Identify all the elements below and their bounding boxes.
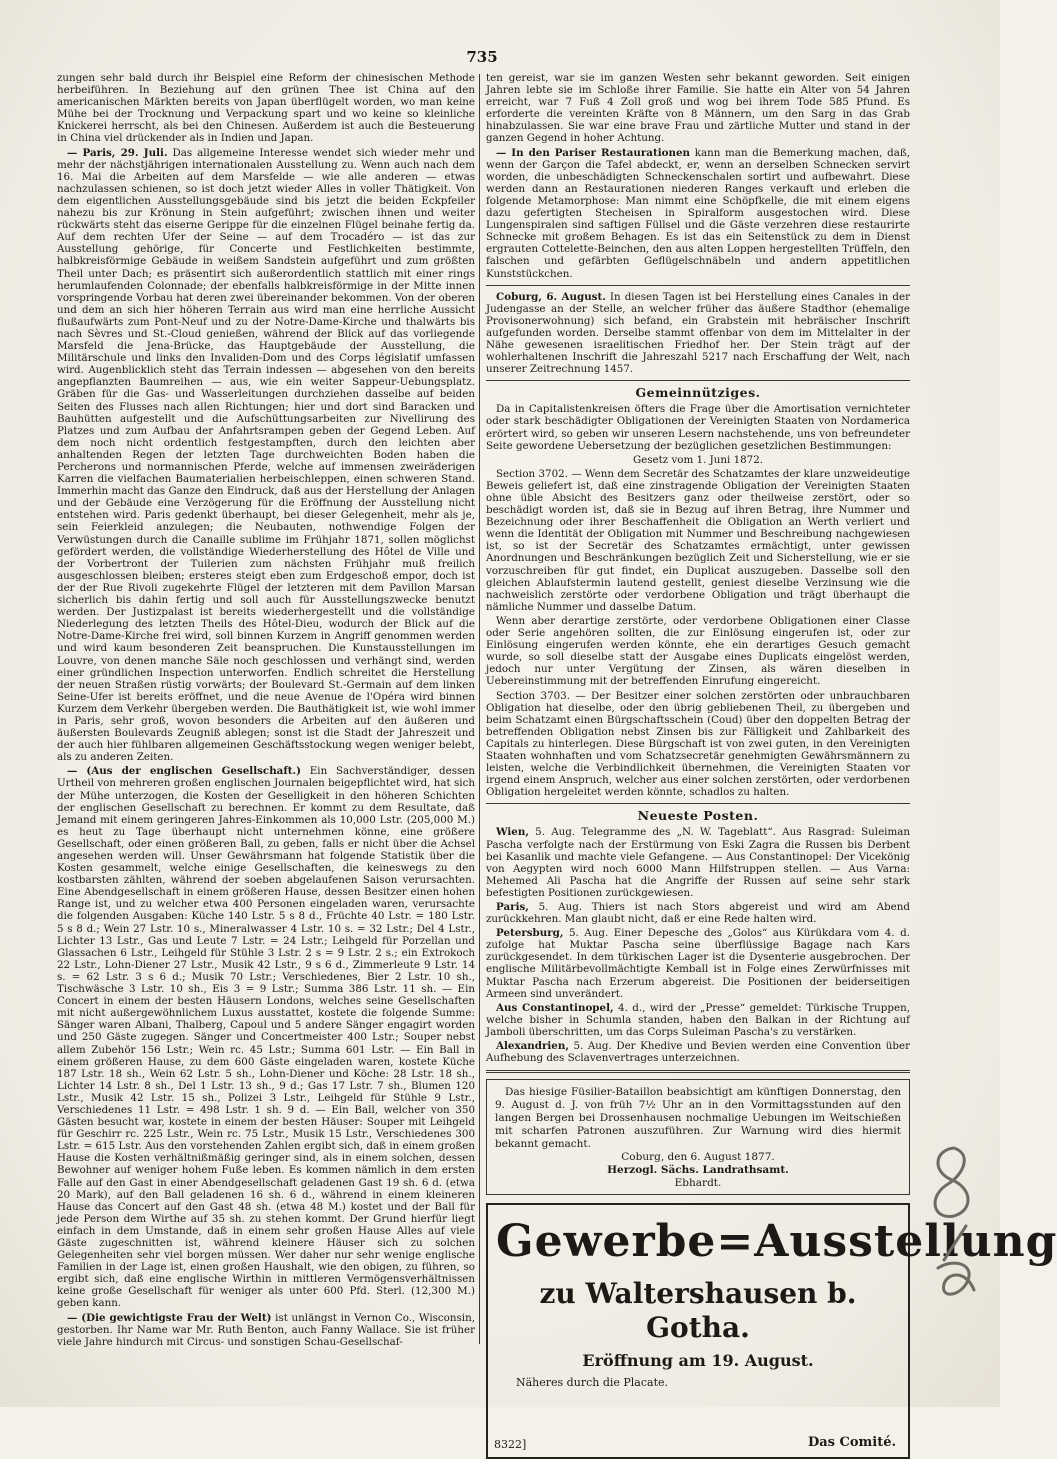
section-rule (486, 803, 910, 804)
exhibition-title: Gewerbe=Ausstellung (496, 1216, 1057, 1268)
article-lead: Coburg, 6. August. (496, 290, 606, 303)
law-section-3702: Section 3702. — Wenn dem Secretär des Schatzamtes der klare unzweideutige Beweis geliefert ist, daß eine zinstragende Obligation der Vereinigten Staaten ohne üble Absicht des Besitzers ganz oder theilweise zerstört, oder so beschädigt worden ist, daß sie in Bezug auf ihren Betrag, ihre Nummer und Bezeichnung oder ihrer Beschaffenheit die Obligation an Werth verliert und wenn die Identität der Obligation mit Nummer und Beschreibung nachgewiesen ist, so ist der Secretär des Schatzamtes ermächtigt, unter gewissen Anordnungen und Beschränkungen bezüglich Zeit und Sicherstellung, wie er sie vorzuschreiben für gut findet, ein Duplicat auszugeben. Dasselbe soll den gleichen Ablaufstermin lautend gestellt, geniest dieselbe Verzinsung wie die nachweislich zerstörte oder verdorbene Obligation und trägt überhaupt die nämliche Nummer und dasselbe Datum. (486, 467, 910, 613)
section-rule (486, 1070, 910, 1073)
article-lead: — (Die gewichtigste Frau der Welt) (67, 1311, 272, 1324)
section-heading-gemeinnuetziges: Gemeinnütziges. (635, 385, 761, 401)
advert-reference-number: 8322] (494, 1438, 527, 1452)
news-item-petersburg: Petersburg, 5. Aug. Einer Depesche des „Golos“ aus Kürükdara vom 4. d. zufolge hat Muktar Pascha seine überflüssige Bagage nach Kars zurückgesendet. In dem türkischen Lager ist die Dysenterie ausgebrochen. Der englische Militärbevollmächtigte Kemball ist in Folge eines Zerwürfnisses mit Muktar Pascha nach Erzerum abgereist. Die Positionen der beiderseitigen Armeen sind unverändert. (486, 927, 911, 1000)
military-notice (486, 1079, 910, 1195)
section-rule (486, 380, 910, 381)
right-column (486, 72, 1057, 1452)
news-item-constantinopel: Aus Constantinopel, 4. d., wird der „Presse“ gemeldet: Türkische Truppen, welche bisher in Schumla standen, haben den Balkan in der Richtung auf Jamboli überschritten, um das Corps Suleiman Pascha's zu verstärken. (486, 1001, 910, 1038)
article-heaviest-woman-continuation: ten gereist, war sie im ganzen Westen sehr bekannt geworden. Seit einigen Jahren lebte sie im Schloße ihrer Familie. Sie hatte ein Alter von 54 Jahren erreicht, war 7 Fuß 4 Zoll groß und wog bei ihrem Tode 585 Pfund. Es erforderte die vereinten Kräfte von 8 Männern, um den Sarg in das Grab hinabzulassen. Sie war eine brave Frau und zärtliche Mutter und stand in der ganzen Gegend in hoher Achtung. (486, 72, 910, 145)
notice-signature: Ebhardt. (674, 1177, 722, 1190)
exhibition-location: zu Waltershausen b. Gotha. (539, 1277, 857, 1345)
exhibition-note: Näheres durch die Placate. (516, 1376, 669, 1390)
article-paris-restaurants: — In den Pariser Restaurationen kann man die Bemerkung machen, daß, wenn der Garçon die Tafel abdeckt, er, wenn an derselben Schnecken servirt worden, die unbeschädigten Schneckenschalen sortirt und aufbewahrt. Diese werden dann an Restaurationen niederen Ranges verkauft und erleben die folgende Metamorphose: Man nimmt eine Schöpfkelle, die mit einem eigens dazu gefertigten Stecheisen in Spiralform ausgestochen wird. Diese Lungenspiralen sind saftigen Füllsel und die Gäste verzehren diese restaurirte Schnecke mit großem Behagen. Es ist das ein Seitenstück zu dem in Dienst ergrauten Cottelette-Beinchen, den aus alten Loppen hergestellten Trüffeln, den falschen und gefärbten Geflügelschnäbeln und andern appetitlichen Kunststückchen. (486, 146, 910, 280)
section-rule (486, 285, 910, 286)
article-tea-continuation: zungen sehr bald durch ihr Beispiel eine Reform der chinesischen Methode herbeiführen. In Beziehung auf den grünen Thee ist China auf den americanischen Märkten bereits von Japan überflügelt worden, wo man keine Mühe bei der Trocknung und Verpackung spart und wo keine so kleinliche Knickerei herrscht, als bei den Chinesen. Außerdem ist auch die Besteuerung in China viel drückender als in Indien und Japan. (57, 72, 475, 145)
law-title: Gesetz vom 1. Juni 1872. (632, 453, 764, 466)
article-lead: — Paris, 29. Juli. (67, 146, 168, 159)
notice-authority: Herzogl. Sächs. Landrathsamt. (607, 1164, 789, 1177)
left-column (57, 72, 475, 1348)
news-item-paris: Paris, 5. Aug. Thiers ist nach Stors abgereist und wird am Abend zurückkehren. Man glaubt nicht, daß er eine Rede halten wird. (486, 901, 910, 926)
exhibition-committee: Das Comité. (807, 1435, 896, 1451)
article-coburg-gravestone: Coburg, 6. August. In diesen Tagen ist bei Herstellung eines Canales in der Judengasse an der Stelle, an welcher früher das äußere Stadthor (ehemalige Provisonerwohnung) sich befand, ein Grabstein mit hebräischer Inschrift aufgefunden worden. Derselbe stammt offenbar von dem im Mittelalter in der Nähe gewesenen israelitischen Friedhof her. Der Stein trägt auf der wohlerhaltenen Inschrift die Jahreszahl 5217 nach Erschaffung der Welt, nach unserer Zeitrechnung 1457. (486, 290, 910, 376)
article-lead: — In den Pariser Restaurationen (496, 146, 691, 159)
law-section-3703: Section 3703. — Der Besitzer einer solchen zerstörten oder unbrauchbaren Obligation hat dieselbe, oder den übrig gebliebenen Theil, zu übergeben und beim Schatzamt einen Bürgschaftsschein (Coud) über den doppelten Betrag der betreffenden Obligation nebst Zinsen bis zur Fälligkeit und Zahlbarkeit des Capitals zu hinterlegen. Diese Bürgschaft ist von zwei guten, in den Vereinigten Staaten wohnhaften und vom Schatzsecretär genehmigten Gewährsmännern zu leisten, welche die Verbindlichkeit übernehmen, die Vereinigten Staaten vor irgend einem Anspruch, welcher aus einer solchen zerstörten, oder verdorbenen Obligation hergeleitet werden könnte, schadlos zu halten. (486, 689, 910, 799)
section-heading-neueste-posten: Neueste Posten. (637, 808, 759, 824)
news-item-alexandrien: Alexandrien, 5. Aug. Der Khedive und Bevien werden eine Convention über Aufhebung des Sclavenvertrages unterzeichnen. (486, 1040, 910, 1065)
article-paris-exhibition: — Paris, 29. Juli. Das allgemeine Interesse wendet sich wieder mehr und mehr der nächstjährigen internationalen Ausstellung zu. Wenn auch nach dem 16. Mai die Arbeiten auf dem Marsfelde — wie alle anderen — etwas nachzulassen schienen, so ist doch jetzt wieder Alles in voller Thätigkeit. Von dem eigentlichen Ausstellungsgebäude sind bis jetzt die beiden Eckpfeiler nahezu bis zur Krönung in Stein aufgeführt; zwischen ihnen und weiter rückwärts steht das eiserne Gerippe für die einzelnen Flügel beinahe fertig da. Auf dem rechten Ufer der Seine — auf dem Trocadéro — ist das zur Ausstellung gehörige, für Concerte und Festlichkeiten bestimmte, halbkreisförmige Gebäude in weißem Sandstein aufgeführt und zum größten Theil unter Dach; es präsentirt sich außerordentlich stattlich mit einer rings herumlaufenden Colonnade; der ebenfalls halbkreisförmige in der Mitte innen vorspringende Vorbau hat deren zwei übereinander bekommen. Von der oberen und dem an sich hier höheren Terrain aus wird man eine herrliche Aussicht flußaufwärts zum Pont-Neuf und zu der Notre-Dame-Kirche und thalwärts bis nach Sèvres und St.-Cloud genießen, während der Blick auf das vorliegende Marsfeld die Jena-Brücke, das Hauptgebäude der Ausstellung, die Militärschule und links den Invaliden-Dom und des Corps législatif umfassen wird. Augenblicklich steht das Terrain indessen — abgesehen von den bereits angepflanzten Baumreihen — aus, wie ein weiter Sappeur-Uebungsplatz. Gräben für die Gas- und Wasserleitungen durchziehen dasselbe auf beiden Seiten des Flusses nach allen Richtungen; hier und dort sind Baracken und Bauhütten aufgestellt und die Aufschüttungsarbeiten zur Nivellirung des Platzes und zum Aufbau der Anfahrtsrampen geben der Gegend Leben. Auf dem noch nicht ordentlich festgestampften, durch den leichten aber anhaltenden Regen der letzten Tage durchweichten Boden haben die Percherons und normannischen Pferde, welche auf immensen zweiräderigen Karren die vielfachen Baumaterialien herbeischleppen, einen schweren Stand. Immerhin macht das Ganze den Eindruck, daß aus der Herstellung der Anlagen und der Gebäude eine Verzögerung für die Eröffnung der Ausstellung nicht entstehen wird. Paris gedenkt überhaupt, bei dieser Gelegenheit, mehr als je, sein Feierkleid anzulegen; die Neubauten, nothwendige Folgen der Verwüstungen durch die Canaille sublime im Frühjahr 1871, sollen möglichst gefördert werden, die vollständige Wiederherstellung des Hôtel de Ville und der Vorbertront der Tuilerien zum nächsten Frühjahr muß freilich ausgeschlossen bleiben; ersteres steigt eben zum Erdgeschoß empor, doch ist der der Rue Rivoli zugekehrte Flügel der letzteren mit dem Pavillon Marsan sicherlich bis dahin fertig und soll auch für Ausstellungszwecke benutzt werden. Der Justizpalast ist bereits wiederhergestellt und die vollständige Niederlegung des letzten Theils des Hôtel-Dieu, wodurch der Blick auf die Notre-Dame-Kirche frei wird, soll binnen Kurzem in Angriff genommen werden und wird kaum besonderen Zeit beanspruchen. Die Kunstausstellungen im Louvre, von denen manche Säle noch geschlossen und verhängt sind, werden einer gründlichen Inspection unterworfen. Endlich schreitet die Herstellung der neuen Straßen rüstig vorwärts; der Boulevard St.-Germain auf dem linken Seine-Ufer ist bereits eröffnet, und die neue Avenue de l'Opéra wird binnen Kurzem dem Verkehr übergeben werden. Die Bauthätigkeit ist, wie wohl immer in Paris, sehr groß, wovon besonders die Arbeiten auf den äußeren und äußersten Boulevards Zeugniß ablegen; sonst ist die Stadt der Jahreszeit und der auch hier fühlbaren allgemeinen Geschäftsstockung wegen weniger belebt, als zu anderen Zeiten. (57, 146, 475, 764)
notice-place-date: Coburg, den 6. August 1877. (621, 1151, 775, 1164)
page-number: 735 (466, 48, 498, 66)
article-lead: — (Aus der englischen Gesellschaft.) (67, 765, 301, 778)
column-divider (479, 74, 480, 1344)
law-section-3702-b: Wenn aber derartige zerstörte, oder verdorbene Obligationen einer Classe oder Serie angehören sollten, die zur Einlösung eingerufen ist, oder zur Einlösung eingerufen werden könnte, ehe ein derartiges Gesuch gemacht wurde, so soll dieselbe statt der Ausgabe eines Duplicats eingelöst werden, jedoch nur unter Vergütung der Zinsen, als wären dieselben in Uebereinstimmung mit der betreffenden Einrufung eingereicht. (486, 614, 910, 688)
article-english-society: — (Aus der englischen Gesellschaft.) Ein Sachverständiger, dessen Urtheil von mehreren großen englischen Journalen beigepflichtet wird, hat sich der Mühe unterzogen, die Kosten der Geselligkeit in den höheren Schichten der englischen Gesellschaft zu berechnen. Er kommt zu dem Resultate, daß Jemand mit einem geringeren Jahres-Einkommen als 10,000 Lstr. (205,000 M.) es heut zu Tage überhaupt nicht unternehmen könne, eine größere Gesellschaft, oder einen größeren Ball, zu geben, falls er nicht über die Achsel angesehen werden will. Unser Gewährsmann hat folgende Statistik über die Kosten gesammelt, welche einige Gesellschaften, die keineswegs zu den kostbarsten zählten, während der soeben abgelaufenen Saison verursachten. Eine Abendgesellschaft in einem größeren Hause, dessen Besitzer einen hohen Range ist, und zu welcher etwa 400 Personen eingeladen waren, verursachte die folgenden Ausgaben: Küche 140 Lstr. 5 s 8 d., Früchte 40 Lstr. = 180 Lstr. 5 s 8 d.; Wein 27 Lstr. 10 s., Mineralwasser 4 Lstr. 10 s. = 32 Lstr.; Del 4 Lstr., Lichter 13 Lstr., Gas und Leute 7 Lstr. = 24 Lstr.; Leihgeld für Porzellan und Glassachen 6 Lstr., Leihgeld für Stühle 3 Lstr. 2 s = 9 Lstr. 2 s.; ein Extrokoch 22 Lstr., Lohn-Diener 27 Lstr., Musik 42 Lstr., 9 s 6 d., Zimmerleute 9 Lstr. 14 s. = 62 Lstr. 3 s 6 d.; Musik 70 Lstr.; Verschiedenes, Bier 2 Lstr. 10 sh., Tischwäsche 3 Lstr. 10 sh., Eis 3 = 9 Lstr.; Summa 386 Lstr. 11 sh. — Ein Concert in einem der besten Häusern Londons, welches seine Gesellschaften mit nicht außergewöhnlichem Luxus ausstattet, kostete die folgende Summe: Sänger waren Albani, Thalberg, Capoul und 5 andere Sänger engagirt worden und 250 Gäste zugegen. Sänger und Concertmeister 400 Lstr.; Souper nebst allem Zubehör 156 Lstr.; Wein rc. 45 Lstr.; Summa 601 Lstr. — Ein Ball in einem größeren Hause, zu dem 600 Gäste eingeladen waren, kostete Küche 187 Lstr. 18 sh., Wein 62 Lstr. 5 sh., Lohn-Diener und Köche: 28 Lstr. 18 sh., Lichter 14 Lstr. 8 sh., Del 1 Lstr. 13 sh., 9 d.; Gas 17 Lstr. 7 sh., Blumen 120 Lstr., Musik 42 Lstr. 15 sh., Polizei 3 Lstr., Leihgeld für Stühle 9 Lstr., Verschiedenes 11 Lstr. = 498 Lstr. 1 sh. 9 d. — Ein Ball, welcher von 350 Gästen besucht war, kostete in einem der besten Häuser: Souper mit Leihgeld für Geschirr rc. 225 Lstr., Wein rc. 75 Lstr., Musik 15 Lstr., Verschiedenes 300 Lstr. = 615 Lstr. Aus den vorstehenden Zahlen ergibt sich, daß in einem großen Hause die Kosten verhältnißmäßig geringer sind, als in einem solchen, dessen Bewohner auf weniger hohem Fuße leben. Es kommen nämlich in dem ersten Falle auf den Gast in einer Abendgesellschaft geladenen Gast 19 sh. 6 d. (etwa 20 Mark), auf den Ball geladenen 16 sh. 6 d., während in einem kleineren Hause das Concert auf den Gast 48 sh. (etwa 48 M.) kostet und der Ball für jede Person dem Wirthe auf 35 sh. zu stehen kommt. Der Grund hierfür liegt einfach in dem Umstande, daß in einem sehr großen Hause Alles auf viele Gäste zugeschnitten ist, während kleinere Häuser sich zu solchen Gelegenheiten sehr viel borgen müssen. Wer daher nur sehr wenige englische Familien in der Lage ist, einen großen Haushalt, wie den obigen, zu führen, so ergibt sich, daß eine englische Wirthin in mittleren Vermögensverhältnissen keine große Gesellschaft für weniger als unter 600 Pfd. Sterl. (12,300 M.) geben kann. (57, 765, 475, 1310)
notice-text: Das hiesige Füsilier-Bataillon beabsichtigt am künftigen Donnerstag, den 9. August d. J. von früh 7½ Uhr an in den Vormittagsstunden auf den langen Bergen bei Drossenhausen nochmalige Uebungen im Weitschießen mit scharfen Patronen auszuführen. Zur Warnung wird dies hiermit bekannt gemacht. (495, 1086, 901, 1151)
exhibition-opening: Eröffnung am 19. August. (582, 1351, 814, 1371)
news-item-wien: Wien, 5. Aug. Telegramme des „N. W. Tageblatt“. Aus Rasgrad: Suleiman Pascha verfolgte nach der Erstürmung von Eski Zagra die Russen bis Derbent bei Kasanlik und machte viele Gefangene. — Aus Constantinopel: Der Vicekönig von Aegypten wird noch 6000 Mann Hilfstruppen stellen. — Aus Varna: Mehemed Ali Pascha hat die Angriffe der Russen auf seine sehr stark befestigten Positionen zurückgewiesen. (486, 826, 910, 899)
article-heaviest-woman: — (Die gewichtigste Frau der Welt) ist unlängst in Vernon Co., Wisconsin, gestorben. Ihr Name war Mr. Ruth Benton, auch Fanny Wallace. Sie ist früher viele Jahre hindurch mit Circus- und sonstigen Schau-Gesellschaf- (57, 1311, 475, 1348)
pencil-annotation-icon (914, 1140, 994, 1310)
gemein-intro: Da in Capitalistenkreisen öfters die Frage über die Amortisation vernichteter oder stark beschädigter Obligationen der Vereinigten Staaten von Nordamerica erörtert wird, so geben wir unseren Lesern nachstehende, uns von befreundeter Seite gewordene Uebersetzung der bezüglichen gesetzlichen Bestimmungen: (486, 403, 910, 452)
exhibition-advert (486, 1203, 1057, 1459)
